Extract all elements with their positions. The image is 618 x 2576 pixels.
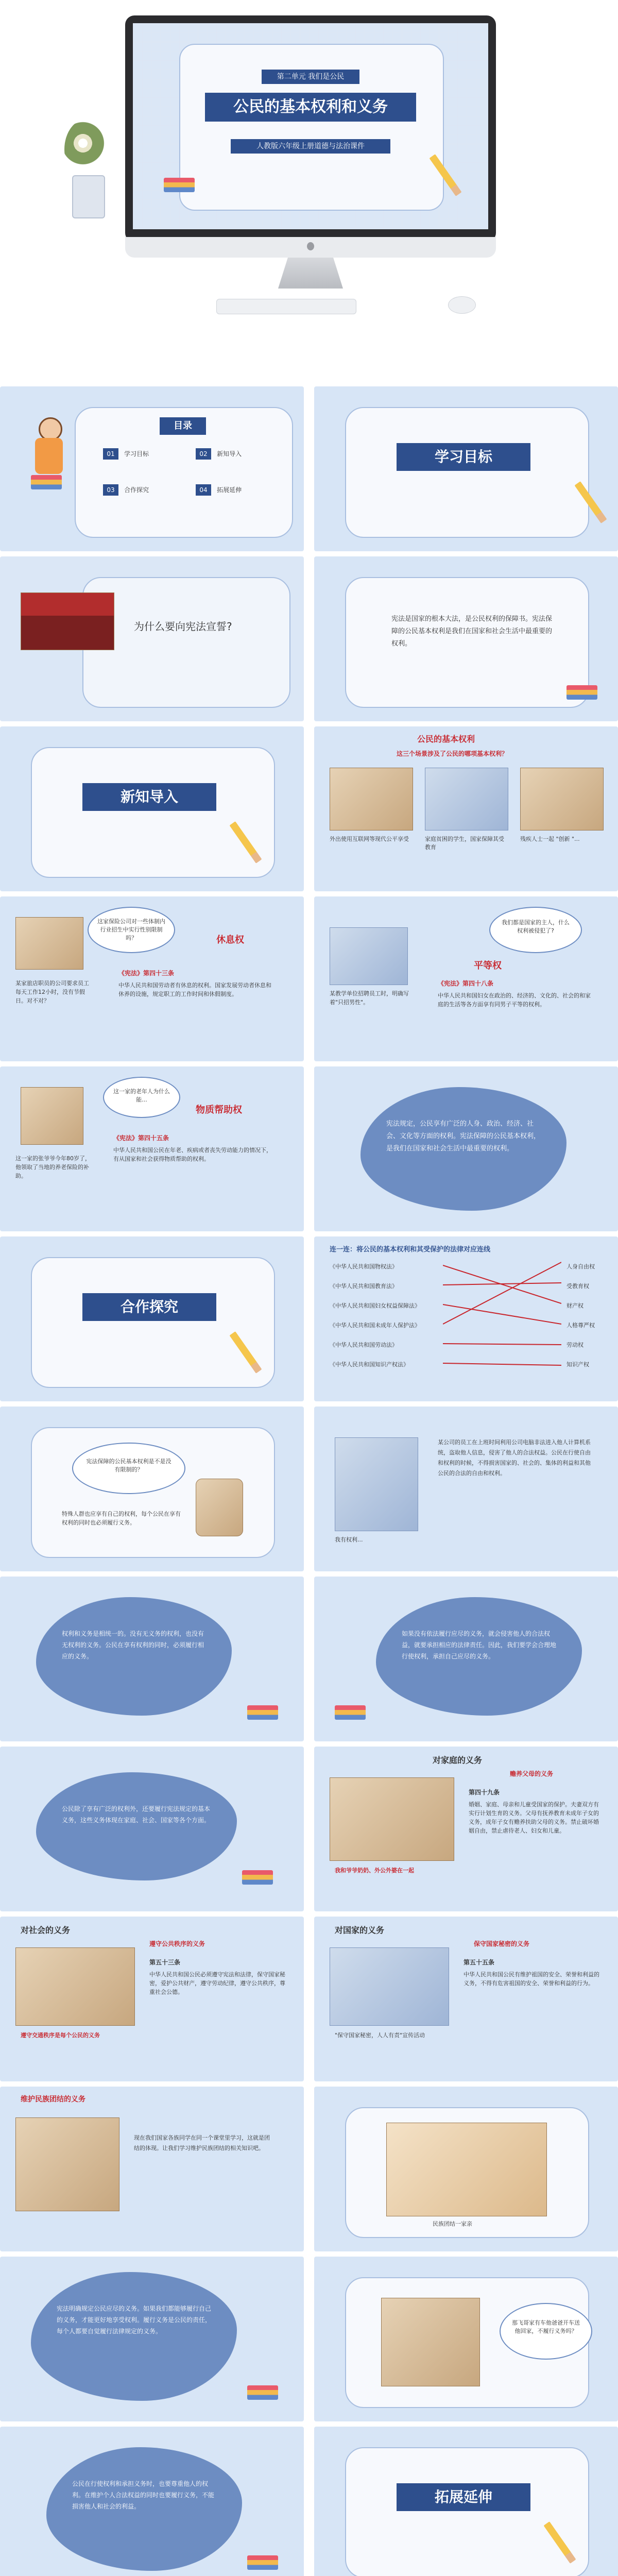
- limit-blob-2: 如果没有依法履行应尽的义务，就会侵害他人的合法权益，就要承担相应的法律责任。因此，我们要学会合理地行使权利，承担自己应尽的义务。: [376, 1597, 582, 1716]
- cover-title: 公民的基本权利和义务: [205, 93, 416, 122]
- toc-item-2[interactable]: [196, 448, 273, 466]
- goal-title: 学习目标: [397, 443, 530, 471]
- family-sub: 赡养父母的义务: [510, 1770, 554, 1777]
- toc-num-2: 02: [196, 448, 211, 460]
- answer-text: 宪法是国家的根本大法，是公民权利的保障书。宪法保障的公民基本权利是我们在国家和社会生活中最重要的权利。: [391, 615, 553, 648]
- story-photo: [335, 1437, 418, 1531]
- slide-coop: [0, 1236, 304, 1401]
- slide-goal: [314, 386, 618, 551]
- country-law-text: 中华人民共和国公民有维护祖国的安全、荣誉和利益的义务，不得有危害祖国的安全、荣誉和利益的行为。: [464, 1971, 599, 1987]
- toc-label-3: 合作探究: [124, 486, 149, 494]
- coop-title: 合作探究: [82, 1293, 216, 1321]
- slide-duty-intro: [0, 1747, 304, 1911]
- toc-num-1: 01: [103, 448, 118, 460]
- slide-answer: [314, 556, 618, 721]
- duty-intro-blob: 公民除了享有广泛的权利外，还要履行宪法规定的基本义务，这些义务体现在家庭、社会、国家等各个方面。: [36, 1772, 237, 1880]
- equal-photo: [330, 927, 408, 985]
- equal-bubble: 我们都是国家的主人，什么权利被侵犯了?: [489, 907, 582, 953]
- family-caption: 我和爷爷奶奶、外公外婆在一起: [335, 1867, 414, 1874]
- duty-summary-blob: 宪法明确规定公民应尽的义务。如果我们都能够履行自己的义务，才能更好地享受权利。履行义务是公民的责任，每个人都要自觉履行法律规定的义务。: [31, 2272, 237, 2401]
- slide-country: [314, 1917, 618, 2081]
- law-item-3[interactable]: 《中华人民共和国妇女权益保障法》: [330, 1302, 420, 1309]
- toc-item-1[interactable]: [103, 448, 180, 466]
- society-sub: 遵守公共秩序的义务: [149, 1940, 205, 1947]
- slide-intro: [0, 726, 304, 891]
- help-law-text: 中华人民共和国公民在年老、疾病或者丧失劳动能力的情况下，有从国家和社会获得物质帮助的权利。: [113, 1147, 272, 1162]
- equal-caption: 某教学单位招聘员工时，明确写着"只招男性"。: [330, 990, 409, 1006]
- slide-question: [0, 556, 304, 721]
- rest-bubble: 这家保险公司对一些体制内行业招生中实行性别限制吗？: [88, 907, 175, 953]
- slide-limit-1: [0, 1577, 304, 1741]
- slide-law-bubble: [0, 1406, 304, 1571]
- society-title: 对社会的义务: [21, 1925, 71, 1935]
- rights-title: 公民的基本权利: [417, 734, 475, 744]
- congress-photo: [21, 592, 114, 650]
- slide-rights: [314, 726, 618, 891]
- society-law-text: 中华人民共和国公民必须遵守宪法和法律，保守国家秘密，爱护公共财产，遵守劳动纪律，遵守公共秩序，尊重社会公德。: [149, 1971, 285, 1995]
- law-item-4[interactable]: 《中华人民共和国未成年人保护法》: [330, 1322, 420, 1329]
- law-bubble: 宪法保障的公民基本权利是不是没有限制的？: [72, 1443, 185, 1494]
- equal-law-title: 《宪法》第四十八条: [438, 980, 494, 987]
- slide-summary1: [314, 1066, 618, 1231]
- intro-title: 新知导入: [82, 783, 216, 811]
- right-item-6[interactable]: 知识产权: [566, 1361, 589, 1368]
- scene-photo-2: [425, 768, 508, 831]
- country-sub: 保守国家秘密的义务: [474, 1940, 530, 1947]
- slide-unity-pic: [314, 2087, 618, 2251]
- law-item-2[interactable]: 《中华人民共和国教育法》: [330, 1283, 398, 1290]
- right-item-4[interactable]: 人格尊严权: [566, 1322, 595, 1329]
- slide-equal-right: [314, 896, 618, 1061]
- match-lines: [443, 1257, 561, 1376]
- unity-photo: [15, 2117, 119, 2211]
- law-item-6[interactable]: 《中华人民共和国知识产权法》: [330, 1361, 409, 1368]
- equal-label: 平等权: [474, 960, 502, 971]
- rest-photo: [15, 917, 83, 970]
- toc-label-2: 新知导入: [217, 450, 242, 457]
- law-item-5[interactable]: 《中华人民共和国劳动法》: [330, 1342, 398, 1348]
- family-law-title: 第四十九条: [469, 1789, 500, 1796]
- toc-item-3[interactable]: [103, 484, 180, 502]
- boy-icon: [196, 1479, 243, 1536]
- slide-help-right: [0, 1066, 304, 1231]
- slide-extend: [314, 2427, 618, 2576]
- toc-label-1: 学习目标: [124, 450, 149, 457]
- right-item-5[interactable]: 劳动权: [566, 1342, 583, 1348]
- summary1-blob: 宪法规定，公民享有广泛的人身、政治、经济、社会、文化等方面的权利。宪法保障的公民基本权利，是我们在国家和社会生活中最重要的权利。: [360, 1087, 566, 1211]
- society-photo: [15, 1947, 135, 2026]
- right-item-2[interactable]: 受教育权: [566, 1283, 589, 1290]
- help-photo: [21, 1087, 83, 1145]
- society-law-title: 第五十三条: [149, 1959, 181, 1966]
- scene-caption-1: 外出使用互联网等现代公平享受: [330, 836, 409, 842]
- help-law-title: 《宪法》第四十五条: [113, 1134, 169, 1142]
- toc-item-4[interactable]: [196, 484, 273, 502]
- family-title: 对家庭的义务: [433, 1755, 483, 1765]
- society-caption: 遵守交通秩序是每个公民的义务: [21, 2032, 100, 2039]
- story-text: 某公司的员工在上班时间利用公司电脑非法进入他人计算机系统，盗取他人信息，侵害了他人的合法权益。公民在行使自由和权利的时候，不得损害国家的、社会的、集体的利益和其他公民的合法的自由和权利。: [438, 1439, 591, 1477]
- slide-duty-q: [314, 2257, 618, 2421]
- country-law-title: 第五十五条: [464, 1959, 495, 1966]
- toc-title: 目录: [160, 417, 206, 435]
- law-item-1[interactable]: 《中华人民共和国物权法》: [330, 1263, 398, 1270]
- law-bubble-text: 特殊人群也应享有自己的权利，每个公民在享有权利的同时也必须履行义务。: [62, 1511, 181, 1526]
- slide-extend-text: [0, 2427, 304, 2576]
- keyboard: [216, 299, 356, 314]
- right-item-1[interactable]: 人身自由权: [566, 1263, 595, 1270]
- country-title: 对国家的义务: [335, 1925, 385, 1935]
- slide-family: [314, 1747, 618, 1911]
- duty-q-bubble: 那飞哥家有车他爸爸开车送他回家，不履行义务吗？: [500, 2303, 592, 2360]
- rest-law-text: 中华人民共和国劳动者有休息的权利。国家发展劳动者休息和休养的设施，规定职工的工作时间和休假制度。: [118, 982, 271, 997]
- cover-unit-tag: 第二单元 我们是公民: [262, 70, 359, 84]
- extend-title: 拓展延伸: [397, 2483, 530, 2511]
- help-story: 这一家的张爷爷今年80岁了，他领取了当地的养老保险的补助。: [15, 1155, 91, 1179]
- scene-photo-1: [330, 768, 413, 831]
- unity-title: 维护民族团结的义务: [21, 2095, 85, 2104]
- country-photo: [330, 1947, 449, 2026]
- toc-label-4: 拓展延伸: [217, 486, 242, 494]
- toc-num-3: 03: [103, 484, 118, 496]
- slide-unity: [0, 2087, 304, 2251]
- scene-caption-2: 家庭贫困的学生，国家保障其受教育: [425, 836, 504, 851]
- duty-q-photo: [381, 2298, 480, 2386]
- limit-blob-1: 权利和义务是相统一的。没有无义务的权利，也没有无权利的义务。公民在享有权利的同时，必须履行相应的义务。: [36, 1597, 232, 1716]
- slide-toc: [0, 386, 304, 551]
- rest-label: 休息权: [216, 935, 244, 945]
- help-bubble: 这一家的老年人为什么能...: [103, 1077, 180, 1118]
- monitor-cover: [0, 0, 618, 381]
- right-item-3[interactable]: 财产权: [566, 1302, 583, 1309]
- plant-icon: [49, 118, 126, 222]
- monitor-stand: [278, 258, 343, 289]
- match-title: 连一连：将公民的基本权利和其受保护的法律对应连线: [330, 1246, 491, 1253]
- rights-question: 这三个场景涉及了公民的哪项基本权利？: [397, 750, 508, 757]
- boy-reading-icon: [31, 417, 67, 495]
- extend-blob: 公民在行使权利和承担义务时，也要尊重他人的权利。在维护个人合法权益的同时也要履行义务，不能损害他人和社会的利益。: [46, 2447, 242, 2571]
- monitor-screen: [133, 23, 488, 229]
- slide-society: [0, 1917, 304, 2081]
- help-label: 物质帮助权: [196, 1105, 242, 1115]
- question-text: 为什么要向宪法宣誓?: [134, 620, 232, 633]
- toc-num-4: 04: [196, 484, 211, 496]
- apple-logo-icon: [307, 242, 314, 250]
- slide-match: [314, 1236, 618, 1401]
- story-caption: 我有权利...: [335, 1536, 363, 1543]
- scene-caption-3: 残疾人士一起 "创新 "...: [520, 836, 580, 842]
- family-photo: [330, 1777, 454, 1861]
- slide-rest-right: [0, 896, 304, 1061]
- country-caption: "保守国家秘密，人人有责"宣传活动: [335, 2032, 425, 2039]
- slide-limit-2: [314, 1577, 618, 1741]
- scene-photo-3: [520, 768, 604, 831]
- unity-pic-photo: [386, 2123, 547, 2216]
- cover-subtitle: 人教版六年级上册道德与法治课件: [231, 139, 390, 154]
- unity-text: 现在我们国家各族同学在同一个课堂里学习，这就是团结的体现。让我们学习维护民族团结的相关知识吧。: [134, 2134, 270, 2151]
- mouse: [448, 296, 476, 314]
- slide-duty-summary: [0, 2257, 304, 2421]
- slide-law-story: [314, 1406, 618, 1571]
- rest-law-title: 《宪法》第四十三条: [118, 970, 175, 977]
- equal-law-text: 中华人民共和国妇女在政治的、经济的、文化的、社会的和家庭的生活等各方面享有同男子平等的权利。: [438, 992, 591, 1008]
- rest-story: 某家旅店职员的公司要求员工每天工作12小时，没有节假日。对不对？: [15, 980, 89, 1004]
- unity-pic-caption: 民族团结一家亲: [433, 2221, 472, 2227]
- family-law-text: 婚姻、家庭、母亲和儿童受国家的保护。夫妻双方有实行计划生育的义务。父母有抚养教育未成年子女的义务，成年子女有赡养扶助父母的义务。禁止破坏婚姻自由，禁止虐待老人、妇女和儿童。: [469, 1801, 599, 1834]
